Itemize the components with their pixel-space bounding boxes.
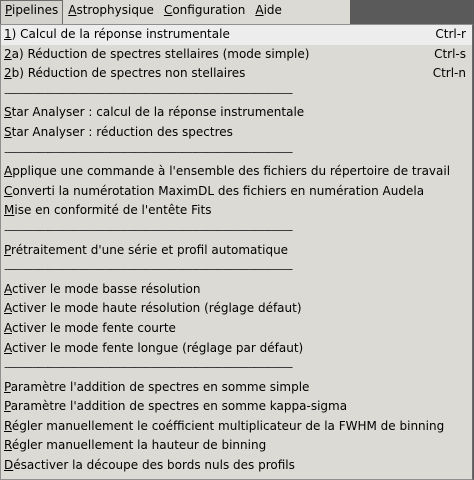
- menu-item-mnemonic: A: [4, 340, 12, 355]
- menu-item-mnemonic: S: [4, 105, 12, 120]
- menu-item-reduction-non-stellaires[interactable]: [1, 64, 472, 84]
- menu-item-desactiver-decoupe[interactable]: [1, 456, 472, 476]
- menu-pipelines[interactable]: [0, 0, 63, 24]
- menu-item-mnemonic: P: [4, 242, 12, 257]
- menu-item-mnemonic: A: [4, 320, 12, 335]
- menu-item-converti-numerotation[interactable]: [1, 182, 472, 202]
- menu-item-label: ctiver le mode basse résolution: [12, 281, 201, 296]
- menu-item-addition-somme-simple[interactable]: [1, 378, 472, 398]
- menu-item-shortcut: Ctrl-s: [434, 46, 466, 61]
- menu-item-mnemonic: C: [4, 183, 13, 198]
- menu-item-mnemonic: S: [4, 124, 12, 139]
- menu-item-mise-en-conformite[interactable]: [1, 201, 472, 221]
- menu-item-mnemonic: P: [4, 379, 11, 394]
- menu-item-addition-kappa-sigma[interactable]: [1, 397, 472, 417]
- menu-separator: --------------------------------------------------------------------------------------------: [4, 222, 292, 237]
- menu-item-label: pplique une commande à l'ensemble des fichiers du répertoire de travail: [12, 164, 451, 179]
- menu-item-label: b) Réduction de spectres non stellaires: [11, 66, 246, 81]
- menu-item-label: tar Analyser : calcul de la réponse instrumentale: [11, 105, 305, 120]
- menu-bar: [0, 0, 350, 25]
- menu-item-shortcut: Ctrl-r: [435, 27, 466, 41]
- menu-item-hauteur-binning[interactable]: [1, 436, 472, 456]
- menu-label: ipelines: [11, 3, 59, 17]
- menu-aide[interactable]: [250, 0, 287, 21]
- menu-separator: --------------------------------------------------------------------------------------------: [4, 262, 292, 277]
- menu-mnemonic: A: [68, 3, 77, 17]
- menu-separator: --------------------------------------------------------------------------------------------: [4, 85, 292, 100]
- menu-item-mode-haute-resolution[interactable]: [1, 299, 472, 319]
- menu-item-mnemonic: P: [4, 399, 11, 414]
- menu-separator: --------------------------------------------------------------------------------------------: [4, 144, 292, 159]
- menu-item-applique-commande[interactable]: [1, 162, 472, 182]
- menu-item-label: ctiver le mode haute résolution (réglage défaut): [12, 301, 302, 316]
- menu-item-mnemonic: M: [4, 203, 15, 218]
- menu-configuration[interactable]: [159, 0, 250, 21]
- menu-item-star-analyser-reduction[interactable]: [1, 123, 472, 143]
- menu-item-label: aramètre l'addition de spectres en somme simple: [10, 379, 310, 394]
- menu-item-mnemonic: R: [4, 418, 12, 433]
- menu-item-label: tar Analyser : réduction des spectres: [11, 124, 233, 139]
- menu-item-mode-basse-resolution[interactable]: [1, 280, 472, 300]
- menu-item-mode-fente-longue[interactable]: [1, 339, 472, 359]
- menu-mnemonic: A: [255, 3, 264, 17]
- menu-item-label: ise en conformité de l'entête Fits: [14, 203, 212, 218]
- menu-item-mnemonic: A: [4, 164, 13, 179]
- menu-separator: --------------------------------------------------------------------------------------------: [4, 360, 292, 375]
- menu-item-label: aramètre l'addition de spectres en somme kappa-sigma: [10, 399, 348, 414]
- menu-item-label: a) Réduction de spectres stellaires (mode simple): [11, 46, 310, 61]
- menu-item-label: égler manuellement le coéfficient multiplicateur de la FWHM de binning: [11, 418, 445, 433]
- menu-label: ide: [263, 3, 282, 17]
- menu-item-star-analyser-calcul[interactable]: [1, 103, 472, 123]
- menu-label: onfiguration: [172, 3, 246, 17]
- menu-mnemonic: P: [5, 3, 12, 17]
- menu-item-reduction-stellaires[interactable]: [1, 45, 472, 65]
- menu-item-label: ésactiver la découpe des bords nuls des profils: [13, 458, 295, 473]
- menu-item-label: ctiver le mode fente longue (réglage par défaut): [12, 340, 304, 355]
- menu-item-mnemonic: 1: [4, 27, 12, 41]
- menu-item-mnemonic: R: [4, 438, 12, 453]
- menu-item-label: ctiver le mode fente courte: [12, 320, 176, 335]
- menu-item-mnemonic: 2: [4, 46, 12, 61]
- menu-item-label: rétraitement d'une série et profil automatique: [11, 242, 289, 257]
- menu-mnemonic: C: [163, 3, 173, 17]
- menu-astrophysique[interactable]: [63, 0, 159, 21]
- menu-item-label: égler manuellement la hauteur de binning: [11, 438, 267, 453]
- menu-item-mode-fente-courte[interactable]: [1, 319, 472, 339]
- menu-item-shortcut: Ctrl-n: [432, 66, 466, 81]
- menu-item-mnemonic: A: [4, 281, 12, 296]
- menu-item-pretraitement[interactable]: [1, 241, 472, 261]
- menu-label: strophysique: [76, 3, 154, 17]
- menu-item-mnemonic: D: [4, 458, 14, 473]
- menu-item-label: ) Calcul de la réponse instrumentale: [11, 27, 230, 41]
- menu-item-coefficient-fwhm[interactable]: [1, 417, 472, 437]
- menu-item-mnemonic: 2: [4, 66, 12, 81]
- menu-item-mnemonic: A: [4, 301, 12, 316]
- menu-item-label: onverti la numérotation MaximDL des fichiers en numération Audela: [12, 183, 425, 198]
- pipelines-dropdown: [0, 24, 473, 480]
- menu-item-calcul-reponse[interactable]: [1, 25, 472, 45]
